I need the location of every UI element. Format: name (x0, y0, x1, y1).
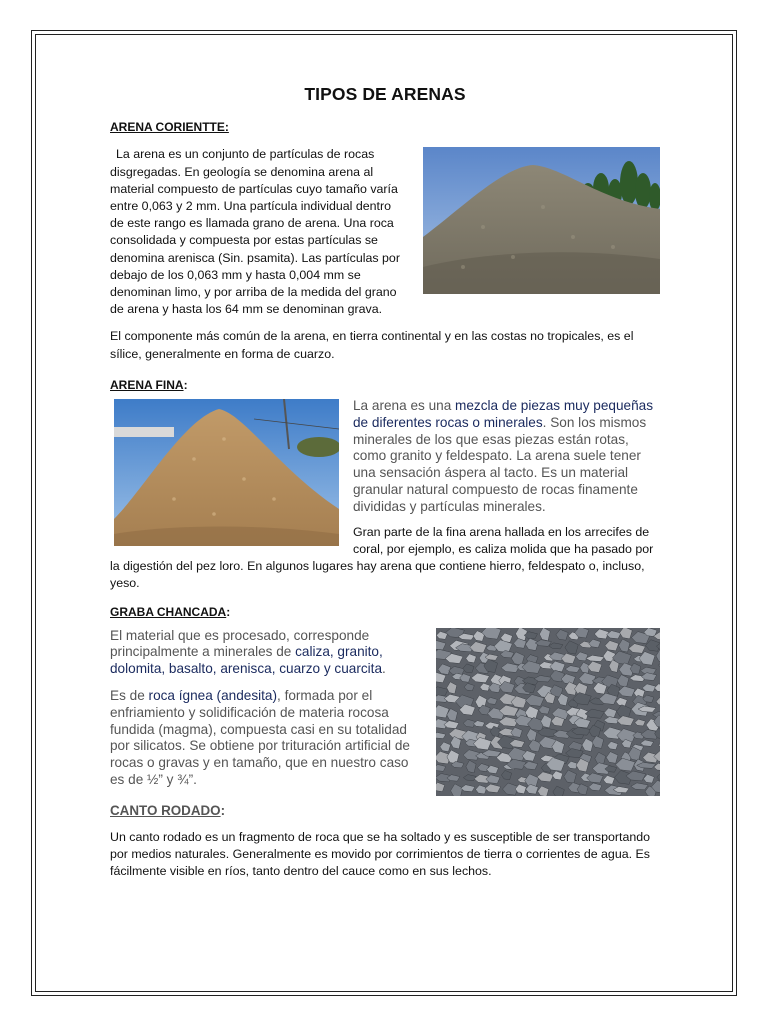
section-heading-graba-chancada (110, 604, 660, 621)
section-arena-corriente (110, 146, 660, 362)
highlighted-text: roca ígnea (andesita) (148, 688, 278, 704)
web-text: , formada por el enfriamiento y solidificación de materia rocosa fundida (magma), compuesta casi en su totalidad por silicatos. Se obtiene por trituración artificial de rocas o gravas y en tamaño, que en nuestro caso es de ½” y ¾”. (110, 688, 410, 788)
crushed-gravel-photo (436, 628, 660, 796)
heading-colon: : (220, 802, 226, 818)
section-paragraph: El componente más común de la arena, en tierra continental y en las costas no tropicales, es el sílice, generalmente en forma de cuarzo. (110, 329, 634, 361)
section-graba-chancada (110, 628, 660, 789)
section-paragraph: Gran parte de la fina arena hallada en los arrecifes de coral, por ejemplo, es caliza molida que ha pasado por la digestión del pez loro. En algunos lugares hay arena que contiene hierro, feldespato o, incluso, yeso. (110, 524, 654, 591)
section-paragraph: La arena es un conjunto de partículas de rocas disgregadas. En geología se denomina arena al material compuesto de partículas cuyo tamaño varía entre 0,063 y 2 mm. Una partícula individual dentro de este rango es llamada grano de arena. Una roca consolidada y compuesta por estas partículas se denomina arenisca (Sin. psamita). Las partículas por debajo de los 0,063 mm y hasta 0,004 mm se denominan limo, y por arriba de la medida del grano de arena y hasta los 64 mm se denominan grava. (110, 147, 400, 317)
section-heading-arena-fina (110, 377, 660, 394)
page-title: TIPOS DE ARENAS (304, 84, 466, 104)
section-heading-text: ARENA CORIENTTE: (110, 120, 229, 135)
document-body (110, 86, 660, 880)
section-heading-canto-rodado (110, 802, 660, 819)
web-text: Es de (110, 688, 149, 704)
section-heading-arena-corriente (110, 119, 660, 136)
section-heading-text: GRABA CHANCADA (110, 605, 227, 620)
heading-colon: : (183, 377, 188, 392)
sand-pile-with-trees-photo (423, 147, 660, 294)
heading-colon: : (226, 605, 231, 620)
highlighted-text: caliza, granito, dolomita, basalto, arenisca, cuarzo y cuarcita (110, 644, 383, 677)
web-text: . Son los mismos minerales de los que esas piezas están rotas, como granito y feldespato. La arena suele tener una sensación áspera al tacto. Es un material granular natural compuesto de rocas finamente divididas y partículas minerales. (353, 414, 647, 514)
web-text: . (382, 661, 386, 677)
highlighted-text: mezcla de piezas muy pequeñas de diferentes rocas o minerales (353, 398, 654, 430)
web-text: La arena es una (353, 398, 456, 414)
section-heading-text: CANTO RODADO (110, 802, 221, 818)
section-arena-fina (110, 398, 660, 592)
section-paragraph: Un canto rodado es un fragmento de roca que se ha soltado y es susceptible de ser transportando por medios naturales. Generalmente es movido por corrimientos de tierra o corrientes de agua. Es fácilmente visible en ríos, tanto dentro del cauce como en sus lechos. (110, 829, 651, 879)
fine-sand-pile-photo (114, 399, 339, 546)
section-heading-text: ARENA FINA (110, 377, 184, 392)
web-text: El material que es procesado, corresponde principalmente a minerales de (110, 627, 370, 660)
